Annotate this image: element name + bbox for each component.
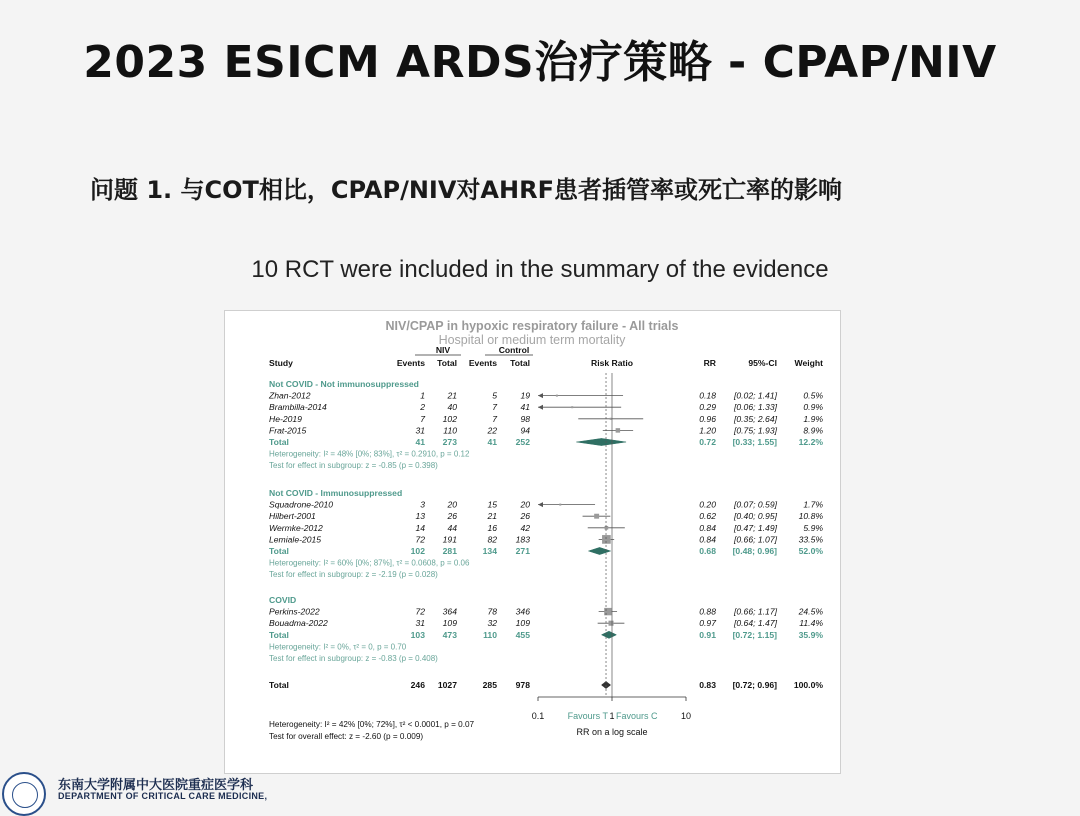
subgroup-1-study-3-box [610,418,612,420]
subgroup-2-total-events-niv: 102 [410,546,425,556]
subgroup-2-total-rr: 0.68 [699,546,716,556]
overall-heterogeneity: Heterogeneity: I² = 42% [0%; 72%], τ² < 0.0001, p = 0.07 [269,720,475,729]
subgroup-3-study-1-rr: 0.88 [699,606,716,617]
overall-total-control: 978 [515,680,530,690]
subgroup-2-study-2-total-niv: 26 [447,511,457,522]
subgroup-1-total-label: Total [269,437,289,447]
subgroup-1-study-1-ci: [0.02; 1.41] [733,390,777,401]
subgroup-2-total-weight: 52.0% [798,546,823,556]
subgroup-1-study-4-events-niv: 31 [415,425,425,436]
subgroup-2-study-2-events-niv: 13 [415,511,425,522]
subgroup-1-total-ci: [0.33; 1.55] [732,437,777,447]
col-header-events-control: Events [468,358,497,368]
subgroup-1-study-4-weight: 8.9% [803,425,823,436]
subgroup-3-study-2-box [608,621,613,626]
subgroup-3-total-total-control: 455 [515,629,530,640]
subgroup-2-study-4-name: Lemiale-2015 [269,534,322,545]
subgroup-1-study-2-weight: 0.9% [803,402,823,413]
subgroup-1-study-1-name: Zhan-2012 [269,390,311,401]
favours-right-label: Favours C [616,711,658,721]
subgroup-1-study-3-ci: [0.35; 2.64] [733,413,777,424]
subgroup-1-study-4-total-control: 94 [520,425,530,436]
subgroup-1-study-3-total-control: 98 [520,413,530,424]
evidence-note: 10 RCT were included in the summary of the evidence [251,256,829,283]
x-axis-label: RR on a log scale [576,727,648,737]
subgroup-1-total-total-niv: 273 [442,437,457,447]
x-tick-label-3: 10 [680,711,692,721]
subgroup-3-study-2-events-niv: 31 [415,618,425,629]
subgroup-2-study-2-events-control: 21 [487,511,497,522]
subgroup-3-total-events-niv: 103 [410,629,425,640]
subgroup-3-study-2-total-niv: 109 [442,618,457,629]
subgroup-2-total-events-control: 134 [482,546,497,556]
x-tick-label-2: 1 [609,711,615,721]
subgroup-1-study-4-name: Frat-2015 [269,425,307,436]
chart-title: NIV/CPAP in hypoxic respiratory failure - All trials [385,319,679,333]
subgroup-1-total-events-control: 41 [487,437,497,447]
footer-institution-cn: 东南大学附属中大医院重症医学科 [58,778,254,793]
subgroup-1-study-4-box [616,428,620,432]
subgroup-2-study-2-box [594,514,599,519]
subgroup-3-study-1-weight: 24.5% [798,606,823,617]
subgroup-3-study-1-total-niv: 364 [442,606,457,617]
subgroup-3-total-ci: [0.72; 1.15] [732,629,777,640]
subgroup-1-effect-test: Test for effect in subgroup: z = -0.85 (p = 0.398) [269,461,438,471]
forest-plot-panel [224,310,841,774]
col-header-weight: Weight [794,358,823,368]
subgroup-1-study-2-total-control: 41 [520,402,530,413]
subgroup-2-study-3-name: Wermke-2012 [269,522,323,533]
subgroup-1-study-2-events-niv: 2 [420,402,425,413]
subgroup-1-heading: Not COVID - Not immunosuppressed [269,379,419,389]
chart-subtitle: Hospital or medium term mortality [438,333,626,347]
subgroup-1-study-1-box [556,395,558,397]
subgroup-1-total-rr: 0.72 [699,437,716,447]
col-header-rr: RR [703,358,716,368]
subgroup-3-total-label: Total [269,629,289,640]
subgroup-2-study-3-box [605,526,609,530]
subgroup-2-study-2-ci: [0.40; 0.95] [733,511,777,522]
subgroup-1-study-1-ci-arrow [538,393,543,398]
subgroup-1-study-1-total-niv: 21 [447,390,457,401]
subgroup-3-study-1-events-niv: 72 [415,606,425,617]
subgroup-2-study-3-events-control: 16 [487,522,497,533]
subgroup-3-total-total-niv: 473 [442,629,457,640]
col-header-total-niv: Total [437,358,457,368]
subgroup-2-effect-test: Test for effect in subgroup: z = -2.19 (p = 0.028) [269,570,438,580]
subgroup-2-study-4-total-control: 183 [515,534,530,545]
subgroup-3-effect-test: Test for effect in subgroup: z = -0.83 (p = 0.408) [269,654,438,663]
slide-title: 2023 ESICM ARDS治疗策略 - CPAP/NIV [83,37,997,88]
subgroup-1-heterogeneity: Heterogeneity: I² = 48% [0%; 83%], τ² = 0.2910, p = 0.12 [269,449,470,459]
subgroup-2-study-4-events-control: 82 [487,534,497,545]
favours-left-label: Favours T [567,711,608,721]
overall-total-niv: 1027 [437,680,457,690]
university-logo [2,772,46,816]
subgroup-3-heterogeneity: Heterogeneity: I² = 0%, τ² = 0, p = 0.70 [269,642,407,652]
subgroup-3-study-1-name: Perkins-2022 [269,606,320,617]
subgroup-1-study-4-events-control: 22 [487,425,497,436]
subgroup-2-study-3-events-niv: 14 [415,522,425,533]
subgroup-1-total-events-niv: 41 [415,437,425,447]
question-text: 问题 1. 与COT相比，CPAP/NIV对AHRF患者插管率或死亡率的影响 [90,176,842,204]
subgroup-1-study-2-box [571,406,573,408]
subgroup-2-study-1-events-niv: 3 [420,499,425,510]
subgroup-3-heading: COVID [269,595,297,605]
subgroup-3-study-1-box [604,608,611,615]
subgroup-2-study-1-total-niv: 20 [447,499,457,510]
subgroup-3-study-2-weight: 11.4% [799,618,823,629]
subgroup-2-study-1-total-control: 20 [520,499,530,510]
forest-plot [225,311,840,773]
overall-weight: 100.0% [793,680,823,690]
subgroup-2-total-diamond [588,547,610,554]
subgroup-1-study-3-rr: 0.96 [699,413,716,424]
subgroup-3-study-1-total-control: 346 [515,606,530,617]
subgroup-1-study-2-total-niv: 40 [447,402,457,413]
x-tick-label-1: 0.1 [531,711,545,721]
footer-institution-en: DEPARTMENT OF CRITICAL CARE MEDICINE, [58,791,268,801]
subgroup-1-study-3-total-niv: 102 [442,413,457,424]
subgroup-2-total-ci: [0.48; 0.96] [732,546,777,556]
overall-total-label: Total [269,680,289,690]
col-header-total-control: Total [510,358,530,368]
subgroup-2-total-total-control: 271 [515,546,530,556]
subgroup-1-study-1-events-control: 5 [492,390,497,401]
subgroup-3-total-events-control: 110 [483,629,497,640]
overall-events-control: 285 [482,680,497,690]
subgroup-3-study-2-rr: 0.97 [699,618,716,629]
col-header-risk-ratio: Risk Ratio [590,358,634,368]
subgroup-2-study-3-weight: 5.9% [803,522,823,533]
subgroup-3-study-2-total-control: 109 [515,618,530,629]
subgroup-2-study-2-total-control: 26 [520,511,530,522]
subgroup-1-study-2-ci: [0.06; 1.33] [733,402,777,413]
subgroup-1-study-3-events-niv: 7 [420,413,425,424]
group-label-control: Control [498,345,530,355]
subgroup-2-study-4-ci: [0.66; 1.07] [733,534,777,545]
subgroup-1-study-3-name: He-2019 [269,413,302,424]
subgroup-2-study-2-name: Hilbert-2001 [269,511,316,522]
subgroup-1-study-1-total-control: 19 [520,390,530,401]
subgroup-1-study-4-rr: 1.20 [699,425,716,436]
subgroup-1-total-weight: 12.2% [798,437,823,447]
subgroup-2-study-1-name: Squadrone-2010 [269,499,334,510]
subgroup-1-study-3-events-control: 7 [492,413,497,424]
subgroup-1-study-2-name: Brambilla-2014 [269,402,327,413]
subgroup-1-study-1-rr: 0.18 [699,390,716,401]
subgroup-1-study-4-ci: [0.75; 1.93] [733,425,777,436]
subgroup-3-study-2-ci: [0.64; 1.47] [733,618,777,629]
overall-ci: [0.72; 0.96] [732,680,777,690]
subgroup-2-heterogeneity: Heterogeneity: I² = 60% [0%; 87%], τ² = 0.0608, p = 0.06 [269,558,470,568]
subgroup-2-study-3-total-control: 42 [520,522,530,533]
subgroup-1-total-total-control: 252 [515,437,530,447]
subgroup-2-study-4-box [602,535,611,544]
subgroup-1-study-1-events-niv: 1 [420,390,425,401]
subgroup-2-study-1-weight: 1.7% [803,499,823,510]
subgroup-2-total-label: Total [269,546,289,556]
subgroup-3-study-2-name: Bouadma-2022 [269,618,328,629]
subgroup-2-study-1-ci: [0.07; 0.59] [733,499,777,510]
subgroup-1-study-2-events-control: 7 [492,402,497,413]
col-header-study: Study [269,358,293,368]
subgroup-1-study-4-total-niv: 110 [443,425,457,436]
col-header-events-niv: Events [396,358,425,368]
subgroup-1-study-2-ci-arrow [538,405,543,410]
col-header-ci: 95%-CI [748,358,777,368]
subgroup-3-total-weight: 35.9% [798,629,823,640]
subgroup-1-study-3-weight: 1.9% [803,413,823,424]
overall-events-niv: 246 [410,680,425,690]
subgroup-2-study-1-ci-arrow [538,502,543,507]
subgroup-3-study-2-events-control: 32 [487,618,497,629]
subgroup-2-study-1-box [559,504,561,506]
subgroup-3-study-1-ci: [0.66; 1.17] [733,606,777,617]
subgroup-1-study-2-rr: 0.29 [699,402,716,413]
subgroup-2-heading: Not COVID - Immunosuppressed [269,488,403,498]
subgroup-3-total-rr: 0.91 [699,629,716,640]
subgroup-2-study-1-rr: 0.20 [699,499,716,510]
subgroup-2-study-2-weight: 10.8% [798,511,823,522]
subgroup-2-study-3-total-niv: 44 [447,522,457,533]
subgroup-1-total-diamond [576,438,626,445]
overall-rr: 0.83 [699,680,716,690]
group-label-niv: NIV [435,345,451,355]
subgroup-2-study-4-events-niv: 72 [415,534,425,545]
subgroup-2-study-3-ci: [0.47; 1.49] [733,522,777,533]
subgroup-2-total-total-niv: 281 [442,546,457,556]
subgroup-2-study-3-rr: 0.84 [699,522,716,533]
subgroup-2-study-4-rr: 0.84 [699,534,716,545]
subgroup-2-study-4-total-niv: 191 [442,534,457,545]
subgroup-2-study-4-weight: 33.5% [798,534,823,545]
subgroup-3-study-1-events-control: 78 [487,606,497,617]
subgroup-2-study-2-rr: 0.62 [699,511,716,522]
subgroup-1-study-1-weight: 0.5% [803,390,823,401]
subgroup-2-study-1-events-control: 15 [487,499,497,510]
overall-effect-test: Test for overall effect: z = -2.60 (p = 0.009) [269,732,424,741]
subgroup-3-total-diamond [601,631,616,638]
